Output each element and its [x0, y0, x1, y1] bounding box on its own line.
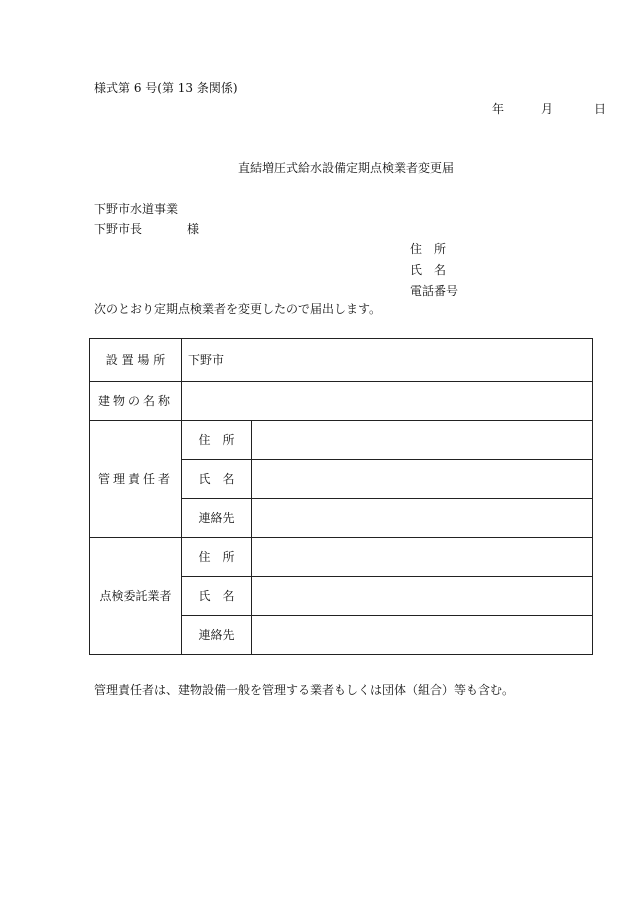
- applicant-phone-label: 電話番号: [410, 284, 459, 298]
- table-row: [90, 382, 593, 421]
- form-number: 様式第 6 号(第 13 条関係): [94, 81, 238, 95]
- manager-label: 管理責任者: [90, 421, 182, 538]
- building-name-value[interactable]: [182, 382, 593, 421]
- manager-contact-label: 連絡先: [182, 499, 252, 538]
- manager-contact-value[interactable]: [252, 499, 593, 538]
- applicant-address-label: 住 所: [410, 242, 447, 256]
- building-name-label: 建物の名称: [90, 382, 182, 421]
- site-label: 設 置 場 所: [90, 339, 182, 382]
- contractor-address-label: 住 所: [182, 538, 252, 577]
- applicant-name-label: 氏 名: [410, 263, 447, 277]
- document-title: 直結増圧式給水設備定期点検業者変更届: [237, 161, 454, 175]
- table-row: [90, 421, 593, 460]
- intro-text: 次のとおり定期点検業者を変更したので届出します。: [94, 302, 382, 316]
- contractor-contact-value[interactable]: [252, 616, 593, 655]
- site-value[interactable]: 下野市: [182, 339, 593, 382]
- addressee-honorific: 様: [187, 222, 200, 236]
- addressee-mayor-title: 下野市長: [94, 222, 143, 236]
- addressee-organization: 下野市水道事業: [94, 202, 179, 216]
- date-month-label: 月: [541, 102, 554, 116]
- contractor-name-label: 氏 名: [182, 577, 252, 616]
- form-table: [89, 338, 593, 655]
- manager-name-label: 氏 名: [182, 460, 252, 499]
- date-line: [492, 101, 606, 117]
- manager-address-value[interactable]: [252, 421, 593, 460]
- contractor-label: 点検委託業者: [90, 538, 182, 655]
- footnote: 管理責任者は、建物設備一般を管理する業者もしくは団体（組合）等も含む。: [94, 683, 515, 697]
- addressee-mayor: [94, 221, 200, 237]
- table-row: [90, 339, 593, 382]
- applicant-block: [410, 241, 458, 304]
- table-row: [90, 538, 593, 577]
- contractor-contact-label: 連絡先: [182, 616, 252, 655]
- manager-address-label: 住 所: [182, 421, 252, 460]
- contractor-name-value[interactable]: [252, 577, 593, 616]
- contractor-address-value[interactable]: [252, 538, 593, 577]
- date-day-label: 日: [594, 102, 607, 116]
- date-year-label: 年: [492, 102, 505, 116]
- manager-name-value[interactable]: [252, 460, 593, 499]
